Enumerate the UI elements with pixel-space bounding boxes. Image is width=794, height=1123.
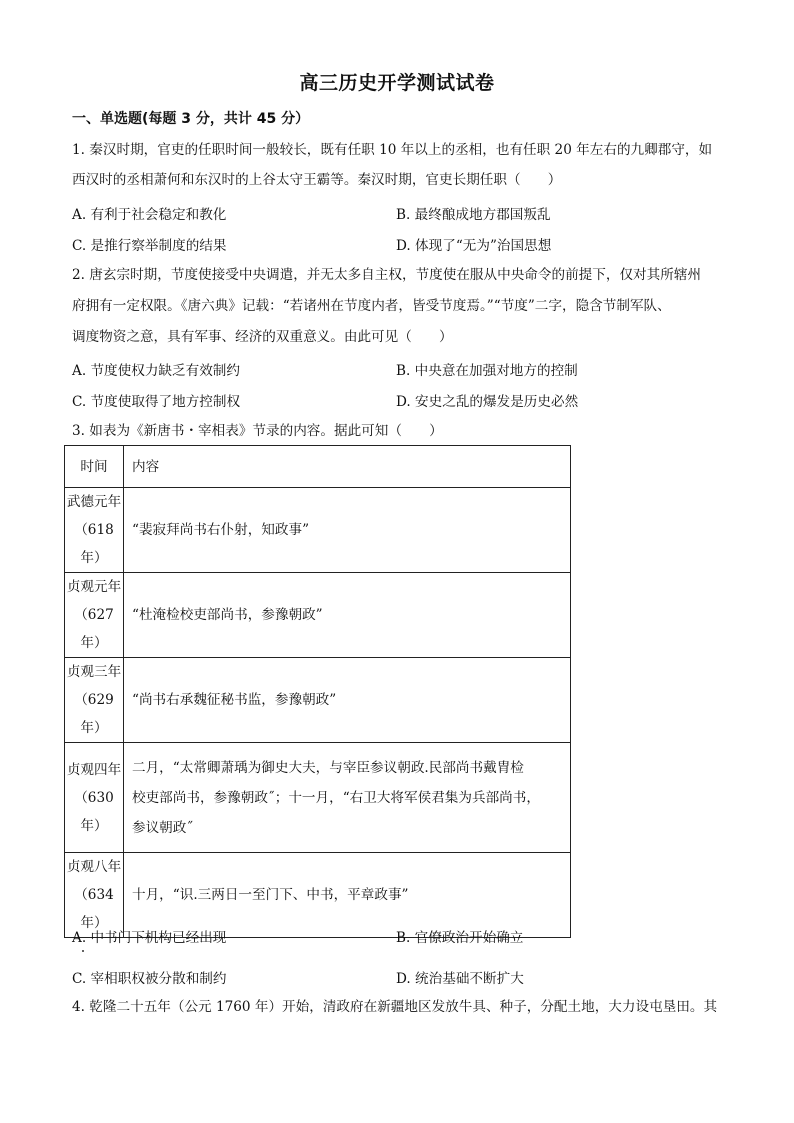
q1-option-c: C. 是推行察举制度的结果 [72, 238, 227, 254]
table-row [65, 658, 571, 743]
era-year: 武德元年 [66, 494, 122, 510]
ad-year: （618年） [74, 522, 114, 566]
era-year: 贞观三年 [66, 664, 122, 680]
q1-stem-line: 1. 秦汉时期，官吏的任职时间一般较长，既有任职 10 年以上的丞相，也有任职 20 年左右的九卿郡守，如 [72, 142, 713, 158]
table-header-cell: 时间 [65, 446, 124, 488]
q2-stem-line: 调度物资之意，具有军事、经济的双重意义。由此可见（ ） [72, 329, 453, 345]
table-row [65, 743, 571, 853]
content-cell [124, 658, 571, 743]
content-cell [124, 853, 571, 938]
q4-stem-line: 4. 乾隆二十五年（公元 1760 年）开始，清政府在新疆地区发放牛具、种子，分配土地，大力设屯垦田。其 [72, 999, 718, 1015]
content-cell [124, 573, 571, 658]
section-heading: 一、单选题(每题 3 分，共计 45 分） [72, 111, 310, 127]
content-line: 二月，“太常卿萧瑀为御史大夫，与宰臣参议朝政.民部尚书戴胄检 [132, 759, 524, 776]
content-line: “裴寂拜尚书右仆射，知政事” [132, 522, 310, 538]
q1-option-a: A. 有利于社会稳定和教化 [72, 207, 227, 223]
time-cell [65, 488, 124, 573]
q3-option-a: A. 中书门下机构已经出现 [72, 930, 227, 946]
content-line: 校吏部尚书，参豫朝政˝；十一月，“右卫大将军侯君集为兵部尚书， [132, 789, 540, 806]
q2-option-b: B. 中央意在加强对地方的控制 [396, 363, 578, 379]
time-cell [65, 853, 124, 938]
time-cell [65, 743, 124, 853]
table-header-row [65, 446, 571, 488]
q2-option-d: D. 安史之乱的爆发是历史必然 [396, 394, 579, 410]
content-line: 参议朝政˝ [132, 819, 194, 836]
ad-year: （629年） [74, 692, 114, 736]
q2-option-c: C. 节度使取得了地方控制权 [72, 394, 241, 410]
table-header-cell: 内容 [124, 446, 571, 488]
tang-chancellor-table [64, 445, 571, 938]
q1-option-d: D. 体现了“无为”治国思想 [396, 238, 552, 254]
content-line: “杜淹检校吏部尚书，参豫朝政” [132, 607, 323, 623]
ad-year: （630年） [74, 789, 114, 834]
content-cell [124, 743, 571, 853]
ad-year: （634年） [74, 887, 114, 931]
q1-stem-line: 西汉时的丞相萧何和东汉时的上谷太守王霸等。秦汉时期，官吏长期任职（ ） [72, 172, 562, 188]
q2-option-a: A. 节度使权力缺乏有效制约 [72, 363, 240, 379]
q2-stem-line: 2. 唐玄宗时期，节度使接受中央调遣，并无太多自主权，节度使在服从中央命令的前提下，仅对其所辖州 [72, 267, 702, 283]
page-title: 高三历史开学测试试卷 [299, 72, 495, 94]
table-row [65, 573, 571, 658]
era-year: 贞观八年 [66, 859, 122, 875]
q3-option-b: B. 官僚政治开始确立 [396, 930, 524, 946]
content-cell [124, 488, 571, 573]
q3-option-c: C. 宰相职权被分散和制约 [72, 971, 227, 987]
q2-stem-line: 府拥有一定权限。《唐六典》记载：“若诸州在节度内者，皆受节度焉。”“节度”二字，隐含节制军队、 [72, 298, 671, 314]
time-cell [65, 658, 124, 743]
stray-dot [82, 950, 84, 952]
table-row [65, 853, 571, 938]
q1-option-b: B. 最终酿成地方郡国叛乱 [396, 207, 551, 223]
q3-option-d: D. 统治基础不断扩大 [396, 971, 524, 987]
q3-stem: 3. 如表为《新唐书・宰相表》节录的内容。据此可知（ ） [72, 423, 443, 439]
ad-year: （627年） [74, 607, 114, 651]
table-row [65, 488, 571, 573]
content-line: “尚书右承魏征秘书监，参豫朝政” [132, 692, 337, 708]
content-line: 十月，“识.三两日一至门下、中书，平章政事” [132, 887, 409, 903]
era-year: 贞观四年 [66, 761, 122, 778]
era-year: 贞观元年 [66, 579, 122, 595]
time-cell [65, 573, 124, 658]
